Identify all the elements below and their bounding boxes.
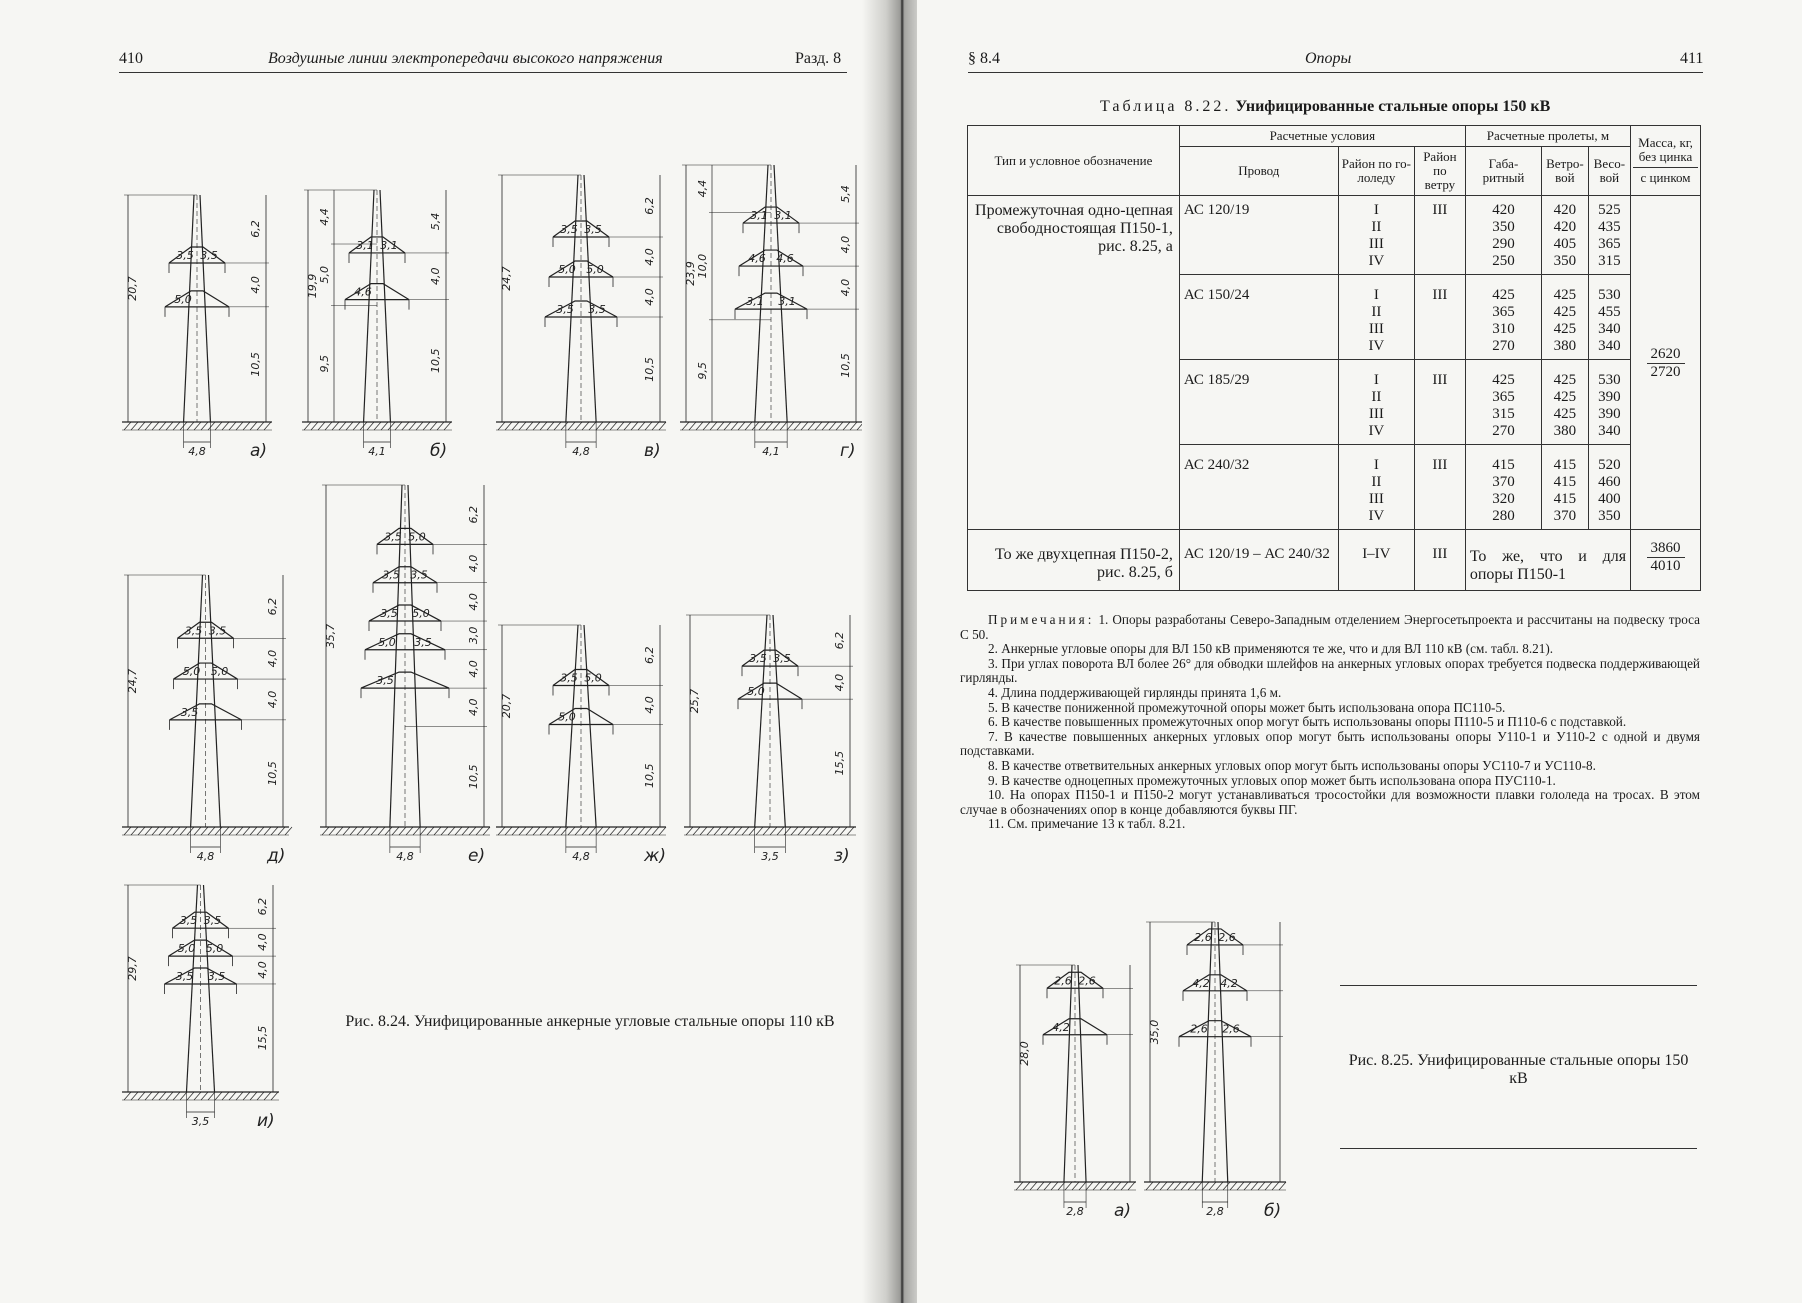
arm-dimension: 5,0	[174, 292, 192, 306]
arm-dimension: 3,1	[746, 295, 764, 309]
dimension-label: 4,0	[839, 235, 852, 254]
running-title: Воздушные линии электропередачи высокого напряжения	[268, 50, 663, 67]
note-item: 5. В качестве пониженной промежуточной опоры может быть использована опора ПС110-5.	[988, 699, 1506, 715]
dimension-label: 10,5	[467, 764, 480, 789]
span-cell: 415 370 320 280	[1465, 445, 1541, 530]
ice-cell: I II III IV	[1338, 196, 1414, 275]
dimension-label: 4,0	[643, 696, 656, 714]
figure-letter: е)	[468, 846, 486, 865]
arm-dimension: 3,1	[380, 238, 398, 252]
span-cell: 530 455 340 340	[1588, 275, 1630, 360]
dimension-label: 6,2	[256, 897, 269, 916]
figure-letter: б)	[1264, 1201, 1282, 1220]
note-item: 3. При углах поворота ВЛ более 26° для обводки шлейфов на анкерных угловых опорах требуется подвеска поддерживающей гирлянды.	[960, 655, 1700, 686]
table-row	[968, 530, 1701, 591]
arm-dimension: 5,0	[747, 685, 765, 699]
tower-drawing	[118, 565, 293, 865]
base-dimension: 2,8	[1206, 1205, 1224, 1218]
page-number: 410	[119, 50, 143, 67]
dimension-label: 5,0	[318, 265, 331, 284]
arm-dimension: 3,5	[180, 705, 199, 719]
span-cell: То же, что и для опоры П150-1	[1465, 530, 1630, 591]
wind-cell: III	[1414, 196, 1465, 275]
figure-caption-8-25: Рис. 8.25. Унифицированные стальные опоры 150 кВ	[1348, 1052, 1689, 1087]
arm-dimension: 3,5	[184, 624, 203, 638]
header-rule	[968, 72, 1703, 73]
tower-drawing	[316, 475, 494, 865]
tower-drawing	[680, 605, 860, 865]
dimension-label: 10,5	[839, 353, 852, 378]
span-cell: 525 435 365 315	[1588, 196, 1630, 275]
header-ice: Район по го- лоледу	[1338, 147, 1414, 196]
wind-cell: III	[1414, 530, 1465, 591]
dimension-label: 9,5	[696, 362, 709, 380]
dimension-label: 4,0	[256, 933, 269, 951]
ice-cell: I II III IV	[1338, 360, 1414, 445]
wire-cell: АС 185/29	[1179, 360, 1338, 445]
dimension-total: 29,7	[126, 956, 139, 981]
tower-drawing	[492, 615, 670, 865]
header-wind-span: Ветро- вой	[1542, 147, 1589, 196]
dimension-total: 35,0	[1148, 1019, 1161, 1045]
figure-letter: ж)	[644, 846, 666, 865]
arm-dimension: 3,5	[556, 303, 574, 316]
arm-dimension: 3,1	[750, 209, 768, 223]
header-type: Тип и условное обозначение	[968, 126, 1180, 196]
span-cell: 420 350 290 250	[1465, 196, 1541, 275]
arm-dimension: 5,0	[584, 671, 602, 685]
dimension-total: 28,0	[1018, 1041, 1031, 1066]
arm-dimension: 5,0	[205, 942, 224, 956]
span-cell: 520 460 400 350	[1588, 445, 1630, 530]
note-item: 9. В качестве одноцепных промежуточных угловых опор может быть использована опора ПУС110-1.	[988, 772, 1556, 788]
dimension-label: 10,5	[643, 763, 656, 789]
figure-caption: Рис. 8.24. Унифицированные анкерные угловые стальные опоры 110 кВ	[345, 1013, 835, 1030]
left-page	[0, 0, 885, 1303]
ice-cell: I II III IV	[1338, 445, 1414, 530]
dimension-label: 4,0	[643, 288, 656, 306]
section-label: § 8.4	[968, 50, 1000, 67]
dimension-label: 5,4	[429, 212, 442, 231]
note-item: 8. В качестве ответвительных анкерных угловых опор могут быть использованы опоры УС110-7 и УС110-8.	[988, 757, 1596, 773]
note-item: 11. См. примечание 13 к табл. 8.21.	[988, 816, 1186, 832]
tower-drawing	[298, 180, 456, 460]
base-dimension: 3,5	[191, 1115, 210, 1128]
figure-letter: и)	[257, 1111, 275, 1130]
figure-letter: а)	[250, 441, 268, 460]
span-cell: 420 420 405 350	[1542, 196, 1589, 275]
arm-dimension: 3,5	[382, 568, 400, 582]
wire-cell: АС 240/32	[1179, 445, 1338, 530]
arm-dimension: 4,2	[1220, 976, 1238, 990]
type-cell: Промежуточная одно-цепная свободностоящая П150-1, рис. 8.25, а	[968, 196, 1180, 530]
figure-letter: б)	[430, 441, 448, 460]
figure-letter: г)	[840, 441, 856, 460]
wire-cell: АС 150/24	[1179, 275, 1338, 360]
dimension-label: 4,0	[266, 649, 279, 668]
arm-dimension: 3,5	[384, 530, 402, 544]
arm-dimension: 4,2	[1192, 976, 1210, 990]
arm-dimension: 3,5	[584, 223, 602, 236]
dimension-total: 23,9	[684, 261, 697, 286]
arm-dimension: 5,0	[558, 263, 576, 276]
note-item: 4. Длина поддерживающей гирлянды принята 1,6 м.	[988, 684, 1282, 700]
arm-dimension: 5,0	[586, 263, 604, 276]
dimension-label: 10,5	[643, 357, 656, 382]
figure-letter: а)	[1114, 1201, 1132, 1220]
arm-dimension: 5,0	[378, 635, 396, 649]
table-row	[968, 196, 1701, 275]
arm-dimension: 2,6	[1054, 974, 1072, 988]
wire-cell: АС 120/19	[1179, 196, 1338, 275]
arm-dimension: 3,5	[560, 671, 578, 685]
tower-drawing	[1140, 912, 1290, 1220]
dimension-label: 3,0	[467, 626, 480, 645]
type-cell: То же двухцепная П150-2, рис. 8.25, б	[968, 530, 1180, 591]
base-dimension: 4,8	[188, 445, 206, 458]
arm-dimension: 3,1	[778, 295, 796, 309]
caption-rule-top	[1340, 985, 1697, 986]
note-item: 10. На опорах П150-1 и П150-2 могут устанавливаться тросостойки для возможности плавки гололеда на тросах. В этом случае в обозначениях опор в конце добавляются буквы ПГ.	[960, 787, 1700, 817]
header-wind: Район по ветру	[1414, 147, 1465, 196]
header-spans: Расчетные пролеты, м	[1465, 126, 1630, 147]
dimension-label: 4,0	[833, 673, 846, 692]
arm-dimension: 3,5	[588, 303, 606, 316]
dimension-total: 20,7	[500, 693, 513, 719]
base-dimension: 4,1	[762, 445, 780, 458]
dimension-label: 6,2	[266, 597, 279, 616]
arm-dimension: 5,0	[412, 607, 430, 621]
header-calc-conditions: Расчетные условия	[1179, 126, 1465, 147]
dimension-total: 35,7	[324, 623, 337, 649]
base-dimension: 2,8	[1066, 1205, 1084, 1218]
mass-cell: $\frac{2620}{2720}$	[1631, 196, 1701, 530]
dimension-label: 10,5	[429, 348, 442, 374]
arm-dimension: 5,0	[558, 710, 576, 724]
wire-cell: АС 120/19 – АС 240/32	[1179, 530, 1338, 591]
arm-dimension: 4,2	[1052, 1020, 1070, 1034]
arm-dimension: 3,5	[200, 248, 218, 262]
dimension-label: 4,0	[249, 276, 262, 294]
base-dimension: 4,8	[572, 445, 590, 458]
arm-dimension: 3,5	[175, 969, 194, 983]
header-wire: Провод	[1179, 147, 1338, 196]
figure-letter: з)	[834, 846, 850, 865]
dimension-label: 6,2	[833, 631, 846, 650]
arm-dimension: 3,5	[380, 607, 398, 621]
dimension-label: 4,0	[467, 698, 480, 717]
span-cell: 425 365 310 270	[1465, 275, 1541, 360]
base-dimension: 4,8	[572, 850, 590, 863]
span-cell: 530 390 390 340	[1588, 360, 1630, 445]
arm-dimension: 5,0	[182, 665, 201, 679]
figure-letter: д)	[267, 846, 286, 865]
arm-dimension: 2,6	[1078, 974, 1096, 988]
wind-cell: III	[1414, 275, 1465, 360]
arm-dimension: 3,5	[207, 969, 226, 983]
mass-cell: $\frac{3860}{4010}$	[1631, 530, 1701, 591]
arm-dimension: 3,5	[414, 635, 432, 649]
dimension-label: 9,5	[318, 354, 331, 373]
tower-drawing	[492, 165, 670, 460]
arm-dimension: 3,5	[176, 248, 194, 262]
tower-drawing	[676, 155, 866, 460]
wind-cell: III	[1414, 360, 1465, 445]
dimension-label: 6,2	[249, 220, 262, 238]
dimension-label: 5,4	[839, 185, 852, 203]
dimension-label: 6,2	[643, 197, 656, 215]
arm-dimension: 2,6	[1222, 1022, 1240, 1036]
dimension-label: 6,2	[467, 505, 480, 524]
dimension-label: 4,0	[266, 690, 279, 709]
arm-dimension: 5,0	[177, 942, 196, 956]
arm-dimension: 3,5	[376, 674, 394, 688]
base-dimension: 3,5	[761, 850, 779, 863]
arm-dimension: 3,5	[410, 568, 428, 582]
dimension-label: 4,0	[643, 248, 656, 266]
tower-drawing	[1010, 955, 1140, 1220]
base-dimension: 4,1	[368, 445, 386, 458]
dimension-label: 15,5	[833, 750, 846, 776]
arm-dimension: 4,6	[354, 285, 372, 299]
span-cell: 425 365 315 270	[1465, 360, 1541, 445]
header-mass: Масса, кг, без цинка с цинком	[1631, 126, 1701, 196]
arm-dimension: 2,6	[1218, 930, 1236, 944]
dimension-total: 25,7	[688, 688, 701, 714]
section-label: Разд. 8	[795, 50, 842, 67]
dimension-label: 15,5	[256, 1025, 269, 1051]
dimension-label: 10,0	[696, 253, 709, 279]
header-rule	[119, 72, 847, 73]
span-cell: 425 425 425 380	[1542, 275, 1589, 360]
wind-cell: III	[1414, 445, 1465, 530]
dimension-label: 6,2	[643, 646, 656, 665]
dimension-label: 4,0	[429, 267, 442, 286]
running-title: Опоры	[1305, 50, 1352, 67]
dimension-label: 4,4	[696, 179, 709, 198]
tower-drawing	[118, 875, 283, 1130]
dimension-label: 4,0	[467, 593, 480, 611]
arm-dimension: 4,6	[748, 252, 766, 266]
ice-cell: I–IV	[1338, 530, 1414, 591]
dimension-label: 4,0	[256, 961, 269, 979]
dimension-label: 4,0	[839, 278, 852, 297]
page-number: 411	[1680, 50, 1704, 67]
arm-dimension: 5,0	[408, 530, 426, 544]
arm-dimension: 3,5	[560, 223, 578, 236]
arm-dimension: 3,5	[179, 914, 198, 928]
dimension-label: 4,0	[467, 660, 480, 678]
note-item: 7. В качестве повышенных анкерных угловых опор могут быть использованы опоры У110-1 и У110-2 с одной и двумя подставками.	[960, 728, 1700, 759]
span-cell: 425 425 425 380	[1542, 360, 1589, 445]
header-gabarit: Габа- ритный	[1465, 147, 1541, 196]
arm-dimension: 5,0	[210, 665, 229, 679]
figure-letter: в)	[644, 441, 661, 460]
arm-dimension: 3,5	[203, 914, 222, 928]
arm-dimension: 3,5	[773, 652, 791, 666]
dimension-total: 24,7	[126, 668, 139, 694]
header-weight-span: Весо- вой	[1588, 147, 1630, 196]
note-item: Примечания: 1. Опоры разработаны Северо-Западным отделением Энергосетьпроекта и рассчитаны на подвеску троса С 50.	[960, 612, 1701, 642]
note-item: 2. Анкерные угловые опоры для ВЛ 150 кВ применяются те же, что и для ВЛ 110 кВ (см. табл. 8.21).	[988, 641, 1554, 657]
spec-table	[967, 125, 1701, 591]
base-dimension: 4,8	[196, 850, 215, 863]
dimension-label: 10,5	[249, 352, 262, 377]
caption-rule-bottom	[1340, 1148, 1697, 1149]
arm-dimension: 3,5	[208, 624, 227, 638]
arm-dimension: 3,1	[356, 238, 374, 252]
arm-dimension: 3,1	[774, 209, 792, 223]
dimension-label: 10,5	[266, 761, 279, 786]
note-item: 6. В качестве повышенных промежуточных опор могут быть использованы опоры П110-5 и П110-6 с подставкой.	[988, 714, 1627, 730]
dimension-total: 24,7	[500, 266, 513, 291]
dimension-label: 4,0	[467, 554, 480, 573]
span-cell: 415 415 415 370	[1542, 445, 1589, 530]
table-title: Таблица 8.22. Унифицированные стальные опоры 150 кВ	[1100, 98, 1551, 115]
notes	[960, 613, 1700, 832]
arm-dimension: 2,6	[1190, 1022, 1208, 1036]
dimension-total: 19,9	[306, 273, 319, 299]
dimension-total: 20,7	[126, 276, 139, 301]
ice-cell: I II III IV	[1338, 275, 1414, 360]
arm-dimension: 3,5	[749, 652, 767, 666]
base-dimension: 4,8	[396, 850, 414, 863]
tower-drawing	[118, 185, 276, 460]
arm-dimension: 4,6	[776, 252, 794, 266]
arm-dimension: 2,6	[1194, 930, 1212, 944]
dimension-label: 4,4	[318, 208, 331, 226]
